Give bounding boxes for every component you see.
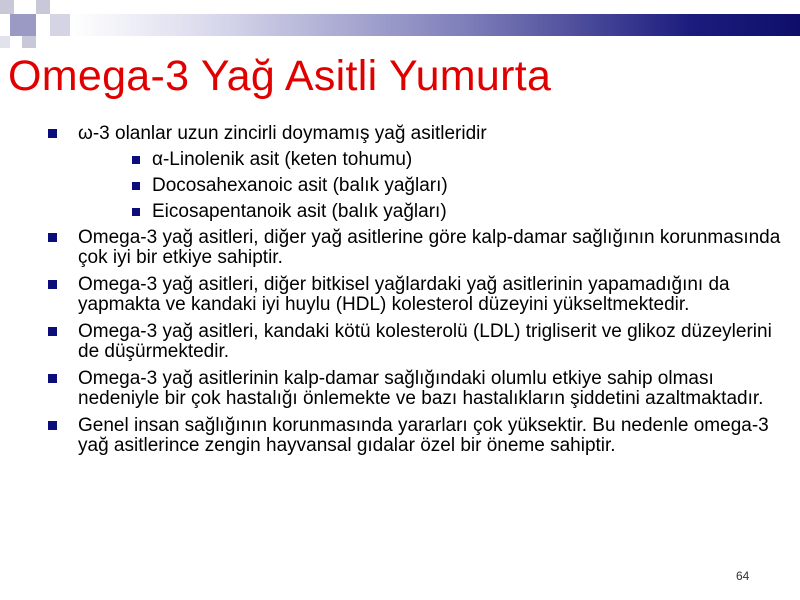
square-bullet-icon	[132, 182, 140, 190]
sub-bullet-item	[48, 150, 788, 170]
bullet-item	[48, 416, 788, 456]
bullet-item	[48, 369, 788, 409]
bullet-text: Omega-3 yağ asitleri, diğer yağ asitlerine göre kalp-damar sağlığının korunmasında çok iyi bir etkiye sahiptir.	[78, 227, 781, 268]
square-bullet-icon	[48, 327, 57, 336]
square-bullet-icon	[48, 280, 57, 289]
square-bullet-icon	[48, 421, 57, 430]
bullet-text: Genel insan sağlığının korunmasında yararları çok yüksektir. Bu nedenle omega-3 yağ asitlerince zengin hayvansal gıdalar özel bir öneme sahiptir.	[78, 415, 769, 456]
bullet-list	[48, 124, 788, 463]
bullet-text: α-Linolenik asit (keten tohumu)	[152, 149, 413, 170]
bullet-text: Omega-3 yağ asitlerinin kalp-damar sağlığındaki olumlu etkiye sahip olması nedeniyle bir çok hastalığı önlemekte ve bazı hastalıkların şiddetini azaltmaktadır.	[78, 368, 764, 409]
bullet-text: Eicosapentanoik asit (balık yağları)	[152, 201, 447, 222]
bullet-text: Omega-3 yağ asitleri, kandaki kötü kolesterolü (LDL) trigliserit ve glikoz düzeylerini de düşürmektedir.	[78, 321, 772, 362]
square-bullet-icon	[132, 156, 140, 164]
bullet-text: ω-3 olanlar uzun zincirli doymamış yağ asitleridir	[78, 123, 487, 144]
square-bullet-icon	[48, 129, 57, 138]
bullet-item	[48, 228, 788, 268]
sub-bullet-item	[48, 202, 788, 222]
decor-square	[22, 36, 36, 48]
bullet-item	[48, 275, 788, 315]
decor-square	[10, 14, 36, 36]
page-number: 64	[736, 569, 750, 583]
square-bullet-icon	[48, 233, 57, 242]
slide-title: Omega-3 Yağ Asitli Yumurta	[8, 52, 552, 100]
sub-bullet-item	[48, 176, 788, 196]
bullet-item	[48, 124, 788, 144]
decor-square	[0, 36, 10, 48]
square-bullet-icon	[132, 208, 140, 216]
decor-square	[50, 14, 70, 36]
bullet-text: Omega-3 yağ asitleri, diğer bitkisel yağlardaki yağ asitlerinin yapamadığını da yapmakta ve kandaki iyi huylu (HDL) kolesterol düzeyini yükseltmektedir.	[78, 274, 730, 315]
square-bullet-icon	[48, 374, 57, 383]
decor-square	[36, 0, 50, 14]
header-gradient-bar	[70, 14, 800, 36]
decor-square	[0, 0, 14, 14]
bullet-text: Docosahexanoic asit (balık yağları)	[152, 175, 448, 196]
bullet-item	[48, 322, 788, 362]
